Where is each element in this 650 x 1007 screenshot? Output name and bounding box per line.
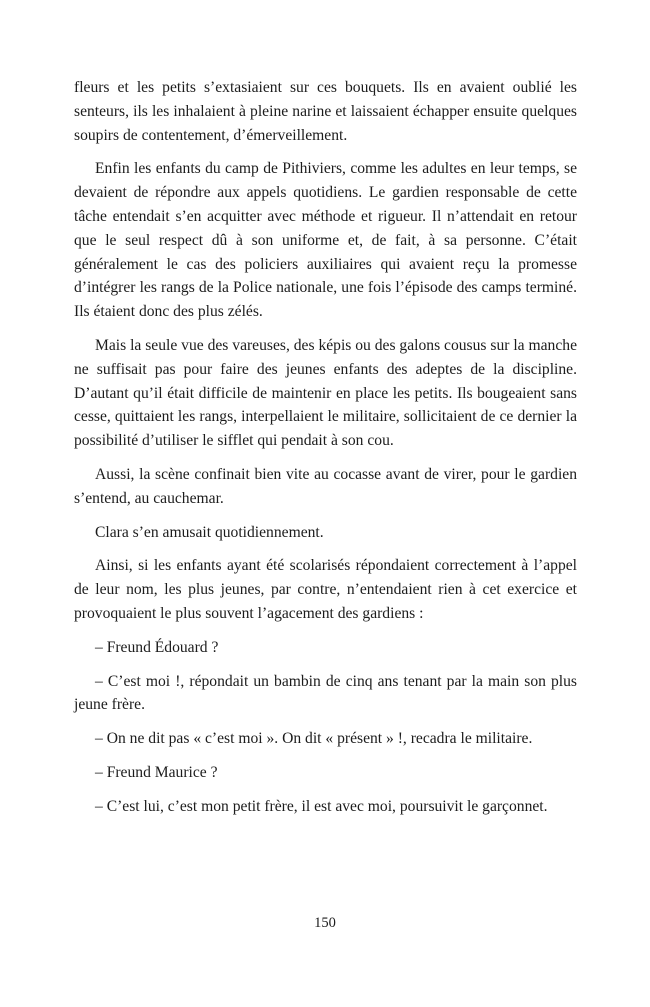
page-number: 150: [314, 915, 336, 931]
paragraph-answers: Ainsi, si les enfants ayant été scolarisés répondaient correctement à l’appel de leur nom, les plus jeunes, par contre, n’entendaient rien à cet exercice et provoquaient le plus souvent l’agacement des gardiens :: [74, 557, 577, 622]
dialogue-line: – C’est lui, c’est mon petit frère, il est avec moi, poursuivit le garçonnet.: [95, 797, 548, 815]
dialogue-line: – On ne dit pas « c’est moi ». On dit « présent » !, recadra le militaire.: [95, 730, 533, 748]
dialogue-line: – Freund Maurice ?: [95, 763, 218, 781]
dialogue-line: – C’est moi !, répondait un bambin de cinq ans tenant par la main son plus jeune frère.: [74, 672, 577, 714]
page-body: [74, 76, 577, 829]
paragraph-discipline: Mais la seule vue des vareuses, des képis ou des galons cousus sur la manche ne suffisait pas pour faire des jeunes enfants des adeptes de la discipline. D’autant qu’il était difficile de maintenir en place les petits. Ils bougeaient sans cesse, quittaient les rangs, interpellaient le militaire, sollicitaient de ce dernier la possibilité d’utiliser le sifflet qui pendait à son cou.: [74, 336, 577, 450]
dialogue-line: – Freund Édouard ?: [95, 638, 219, 656]
paragraph-clara: Clara s’en amusait quotidiennement.: [95, 523, 324, 541]
paragraph-continuation: fleurs et les petits s’extasiaient sur ces bouquets. Ils en avaient oublié les senteurs, ils les inhalaient à pleine narine et laissaient échapper ensuite quelques soupirs de contentement, d’émerveillement.: [74, 79, 577, 144]
paragraph-roll-call-intro: Enfin les enfants du camp de Pithiviers, comme les adultes en leur temps, se devaient de répondre aux appels quotidiens. Le gardien responsable de cette tâche entendait s’en acquitter avec méthode et rigueur. Il n’attendait en retour que le seul respect dû à son uniforme et, de fait, à sa personne. C’était généralement le cas des policiers auxiliaires qui avaient reçu la promesse d’intégrer les rangs de la Police nationale, une fois l’épisode des camps terminé. Ils étaient donc des plus zélés.: [74, 160, 577, 321]
paragraph-scene: Aussi, la scène confinait bien vite au cocasse avant de virer, pour le gardien s’entend, au cauchemar.: [74, 465, 577, 507]
